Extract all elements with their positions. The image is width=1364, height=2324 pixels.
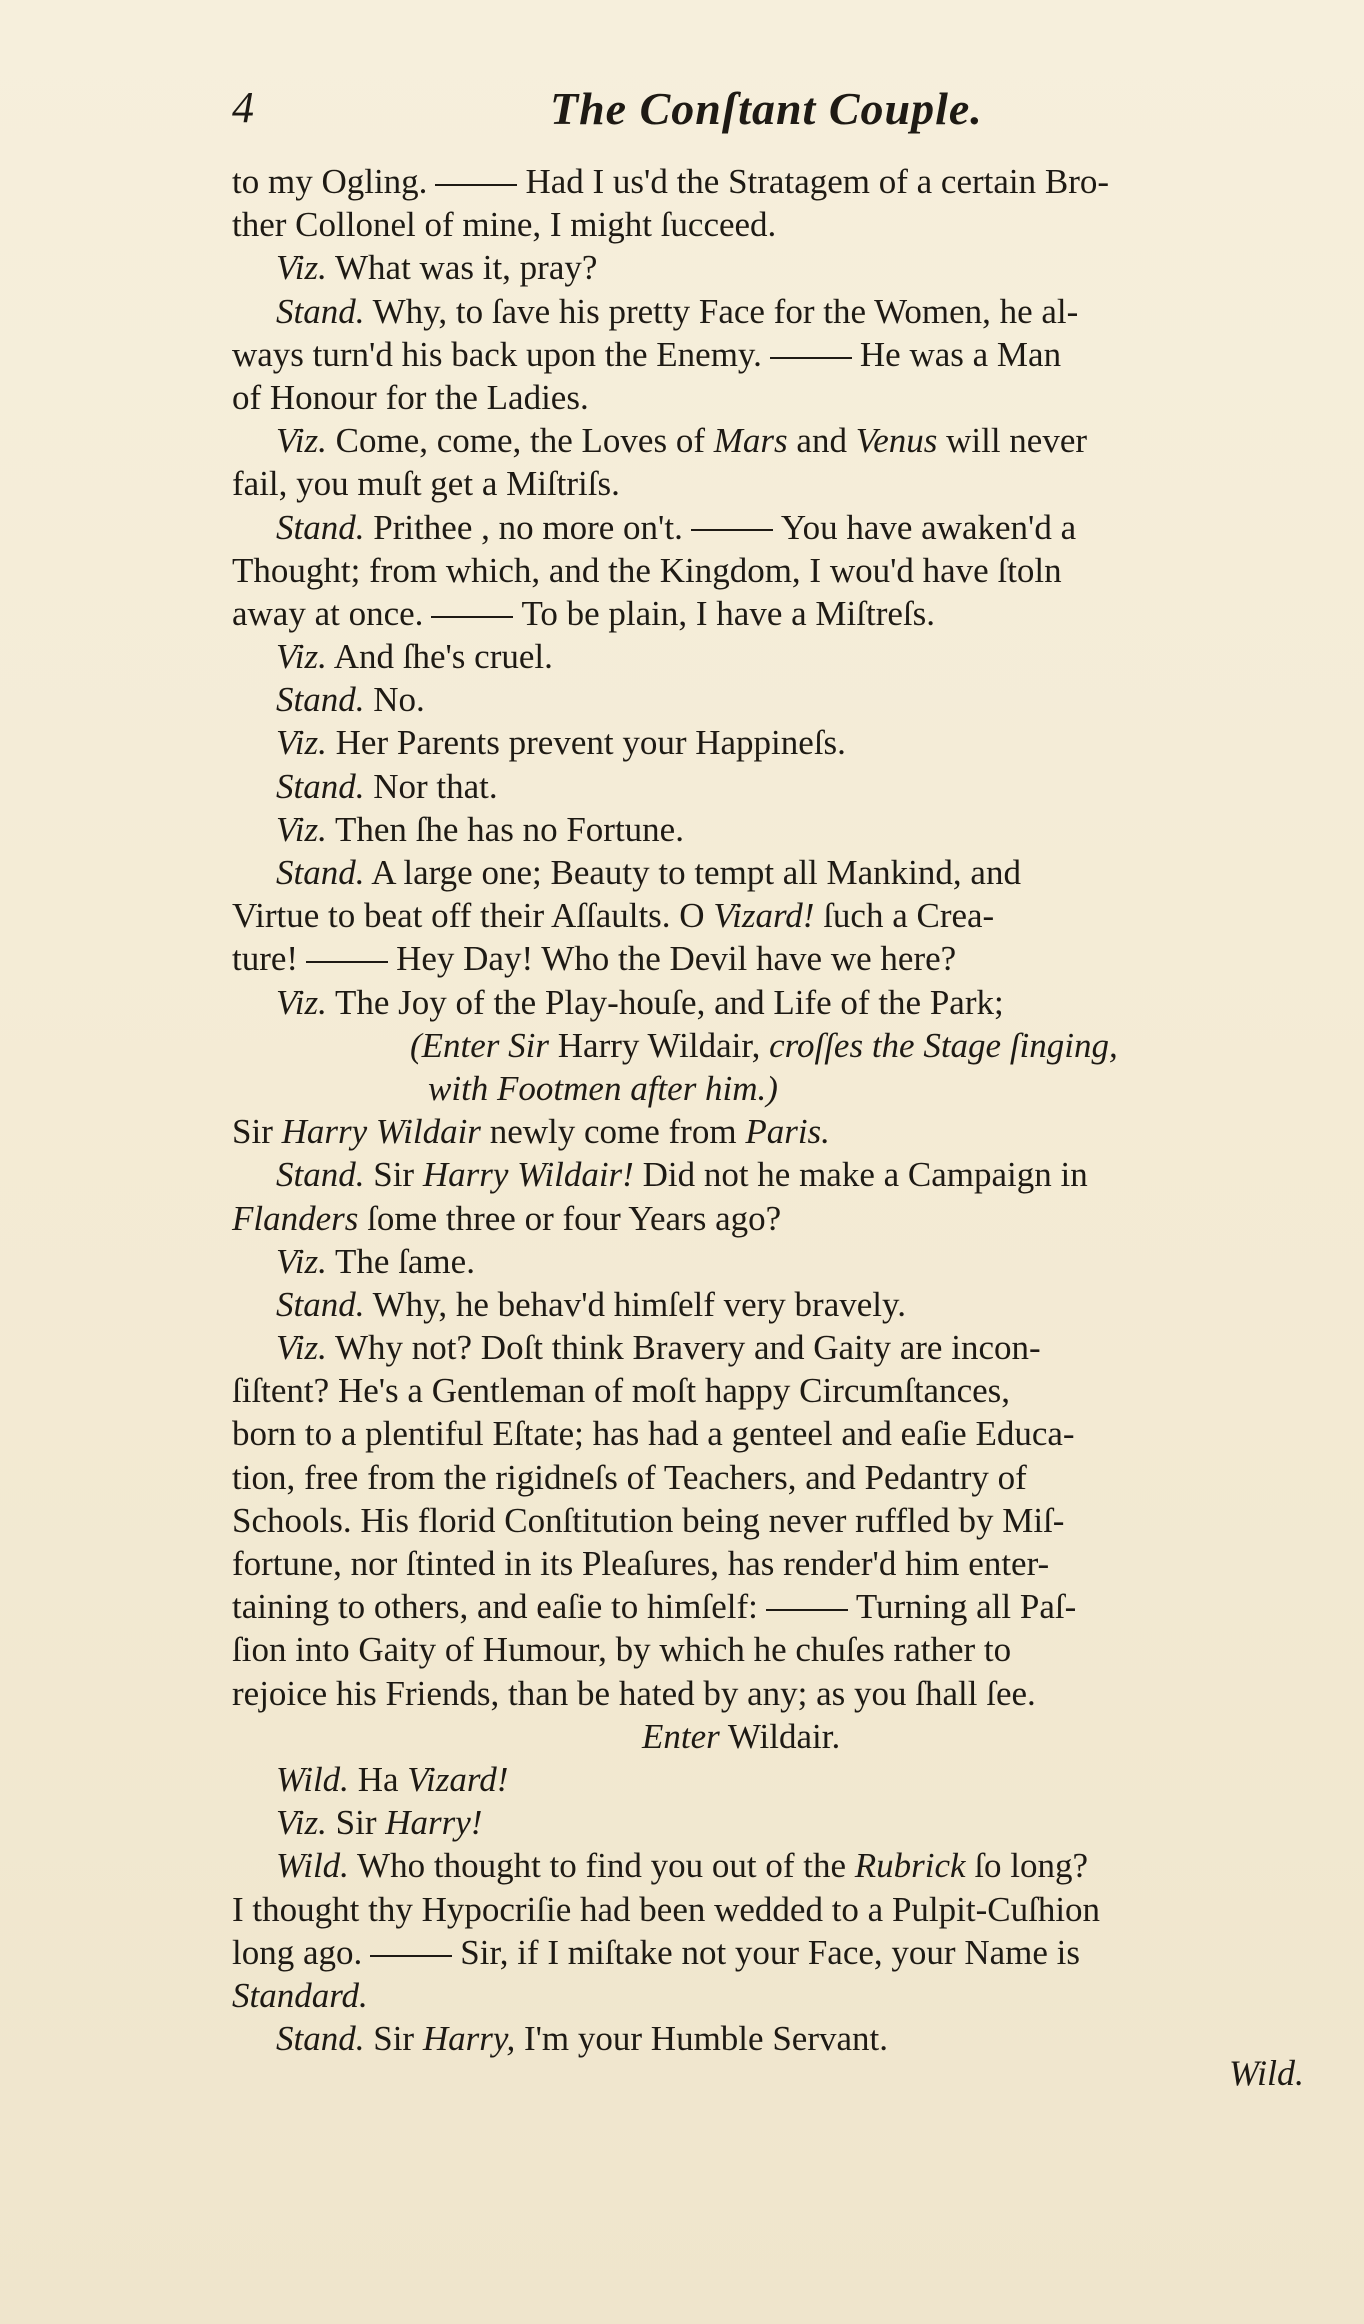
text-run: Prithee , no more on't. <box>364 507 683 547</box>
text-line <box>232 462 1318 505</box>
text-run: ther Collonel of mine, I might ſucceed. <box>232 205 777 245</box>
speaker-name: Viz. <box>276 421 327 461</box>
text-line <box>232 1153 1318 1196</box>
speaker-name: Viz. <box>276 1803 327 1843</box>
text-run: ſion into Gaity of Humour, by which he chuſes rather to <box>232 1630 1012 1670</box>
text-line <box>232 1844 1318 1887</box>
text-line <box>232 1758 1318 1801</box>
text-run: tion, free from the rigidneſs of Teachers, and Pedantry of <box>232 1457 1027 1497</box>
text-run: ſiſtent? He's a Gentleman of moſt happy Circumſtances, <box>232 1371 1011 1411</box>
em-rule <box>306 961 388 963</box>
italic-text: Rubrick <box>854 1846 966 1886</box>
text-run: I'm your Humble Servant. <box>515 2019 888 2059</box>
text-run: Then ſhe has no Fortune. <box>326 809 684 849</box>
text-run: No. <box>364 680 425 720</box>
text-run: of Honour for the Ladies. <box>232 377 589 417</box>
text-line <box>232 851 1318 894</box>
text-run: to my Ogling. <box>232 162 428 201</box>
speaker-name: Viz. <box>276 637 327 677</box>
text-run: and <box>787 421 856 461</box>
text-run: newly come from <box>480 1112 746 1152</box>
text-line <box>232 1499 1318 1542</box>
text-line <box>232 1067 1318 1110</box>
text-run: fail, you muſt get a Miſtriſs. <box>232 464 620 504</box>
text-run: Come, come, the Loves of <box>326 421 714 461</box>
text-line <box>232 1585 1318 1628</box>
em-rule <box>370 1955 452 1957</box>
text-run: Hey Day! Who the Devil have we here? <box>396 939 957 979</box>
text-line <box>232 290 1318 333</box>
text-run: The ſame. <box>326 1241 475 1281</box>
speaker-name: Stand. <box>276 853 365 892</box>
text-run: The Joy of the Play-houſe, and Life of the Park; <box>326 982 1004 1022</box>
text-run: Why, he behav'd himſelf very bravely. <box>364 1284 906 1324</box>
italic-text: Venus <box>855 421 938 461</box>
text-run: Why, to ſave his pretty Face for the Women, he al- <box>364 291 1079 331</box>
text-line <box>232 678 1318 721</box>
text-line <box>232 1110 1318 1153</box>
text-line <box>232 1456 1318 1499</box>
text-line <box>232 1628 1318 1671</box>
italic-text: Vizard! <box>407 1759 509 1799</box>
text-run: Sir <box>364 2019 423 2059</box>
text-line <box>232 937 1318 980</box>
text-run: He was a Man <box>859 334 1062 374</box>
text-line <box>232 376 1318 419</box>
text-line <box>232 1715 1318 1758</box>
catchword: Wild. <box>1228 2053 1304 2093</box>
text-run: will never <box>937 421 1088 461</box>
speaker-name: Wild. <box>276 1759 349 1799</box>
text-line <box>232 2017 1318 2060</box>
italic-text: Standard. <box>232 1975 368 2015</box>
text-run: You have awaken'd a <box>780 507 1077 547</box>
italic-text: Harry Wildair! <box>422 1155 634 1195</box>
text-run: Turning all Paſ- <box>855 1587 1077 1627</box>
text-run: Had I us'd the Stratagem of a certain Bro- <box>525 162 1110 201</box>
speaker-name: Stand. <box>276 680 365 720</box>
text-run: Wildair. <box>719 1716 841 1756</box>
em-rule <box>435 184 517 186</box>
text-line <box>232 1801 1318 1844</box>
text-run: born to a plentiful Eſtate; has had a genteel and eaſie Educa- <box>232 1414 1075 1454</box>
body-text <box>232 160 1318 2060</box>
speaker-name: Viz. <box>276 809 327 849</box>
speaker-name: Wild. <box>276 1846 349 1886</box>
italic-text: Harry! <box>385 1803 483 1843</box>
text-line <box>232 419 1318 462</box>
text-run: A large one; Beauty to tempt all Mankind, and <box>364 853 1021 892</box>
text-run: Why not? Doſt think Bravery and Gaity are incon- <box>326 1328 1041 1368</box>
text-line <box>232 506 1318 549</box>
text-line <box>232 1542 1318 1585</box>
italic-text: Harry Wildair <box>281 1112 481 1152</box>
text-line <box>232 1369 1318 1412</box>
text-line <box>232 1326 1318 1369</box>
text-run: Thought; from which, and the Kingdom, I wou'd have ſtoln <box>232 550 1062 590</box>
speaker-name: Viz. <box>276 1328 327 1368</box>
text-run: rejoice his Friends, than be hated by any; as you ſhall ſee. <box>232 1673 1036 1713</box>
italic-text: with Footmen after him.) <box>428 1068 778 1108</box>
italic-text: Enter <box>642 1716 720 1756</box>
text-run: Schools. His florid Conſtitution being never ruffled by Miſ- <box>232 1500 1065 1540</box>
text-run: Sir <box>364 1155 423 1195</box>
speaker-name: Viz. <box>276 248 327 288</box>
text-run: And ſhe's cruel. <box>326 637 553 677</box>
text-run: ſome three or four Years ago? <box>358 1198 782 1238</box>
text-run: ſo long? <box>965 1846 1089 1886</box>
text-line <box>232 635 1318 678</box>
text-run: ſuch a Crea- <box>814 896 995 936</box>
running-title: The Conſtant Couple. <box>550 83 983 134</box>
text-run: Sir <box>326 1803 386 1843</box>
text-run: away at once. <box>232 593 424 633</box>
italic-text: Harry, <box>422 2019 516 2059</box>
speaker-name: Viz. <box>276 723 327 763</box>
text-line <box>232 1672 1318 1715</box>
speaker-name: Viz. <box>276 1241 327 1281</box>
text-line <box>232 160 1318 203</box>
text-line <box>232 894 1318 937</box>
speaker-name: Stand. <box>276 766 365 806</box>
italic-text: croſſes the Stage ſinging, <box>769 1025 1118 1065</box>
text-run: ture! <box>232 939 299 979</box>
text-run: Ha <box>348 1759 408 1799</box>
em-rule <box>766 1609 848 1611</box>
text-run: To be plain, I have a Miſtreſs. <box>521 593 935 633</box>
text-run: Her Parents prevent your Happineſs. <box>326 723 846 763</box>
text-line <box>232 1931 1318 1974</box>
text-line <box>232 721 1318 764</box>
text-run: ways turn'd his back upon the Enemy. <box>232 334 762 374</box>
text-line <box>232 1024 1318 1067</box>
text-line <box>232 333 1318 376</box>
text-line <box>232 1197 1318 1240</box>
text-line <box>232 592 1318 635</box>
text-run: Sir <box>232 1112 282 1152</box>
text-run: taining to others, and eaſie to himſelf: <box>232 1587 758 1627</box>
text-line <box>232 203 1318 246</box>
text-line <box>232 1974 1318 2017</box>
speaker-name: Stand. <box>276 507 365 547</box>
text-run: Nor that. <box>364 766 498 806</box>
text-run: Virtue to beat off their Aſſaults. O <box>232 896 714 936</box>
text-run: Did not he make a Campaign in <box>633 1155 1088 1195</box>
text-run: What was it, pray? <box>326 248 598 288</box>
italic-text: Mars <box>713 421 788 461</box>
text-line <box>232 1283 1318 1326</box>
speaker-name: Stand. <box>276 2019 365 2059</box>
text-run: long ago. <box>232 1932 363 1972</box>
text-line <box>232 1412 1318 1455</box>
page-number: 4 <box>232 83 254 132</box>
italic-text: Paris. <box>745 1112 830 1152</box>
text-line <box>232 981 1318 1024</box>
speaker-name: Stand. <box>276 1284 365 1324</box>
italic-text: (Enter Sir <box>410 1025 550 1065</box>
italic-text: Vizard! <box>713 896 815 936</box>
em-rule <box>770 357 852 359</box>
em-rule <box>691 529 773 531</box>
em-rule <box>431 616 513 618</box>
text-run: Sir, if I miſtake not your Face, your Name is <box>460 1932 1080 1972</box>
text-run: fortune, nor ſtinted in its Pleaſures, has render'd him enter- <box>232 1544 1050 1583</box>
text-run: Harry Wildair, <box>549 1025 770 1065</box>
page-header <box>228 82 1318 142</box>
text-run: I thought thy Hypocriſie had been wedded to a Pulpit-Cuſhion <box>232 1889 1101 1929</box>
speaker-name: Viz. <box>276 982 327 1022</box>
speaker-name: Stand. <box>276 1155 365 1195</box>
speaker-name: Stand. <box>276 291 365 331</box>
text-run: Who thought to find you out of the <box>348 1846 855 1886</box>
text-line <box>232 246 1318 289</box>
text-line <box>232 549 1318 592</box>
text-line <box>232 1240 1318 1283</box>
text-line <box>232 1888 1318 1931</box>
text-line <box>232 765 1318 808</box>
text-line <box>232 808 1318 851</box>
italic-text: Flanders <box>232 1198 359 1238</box>
